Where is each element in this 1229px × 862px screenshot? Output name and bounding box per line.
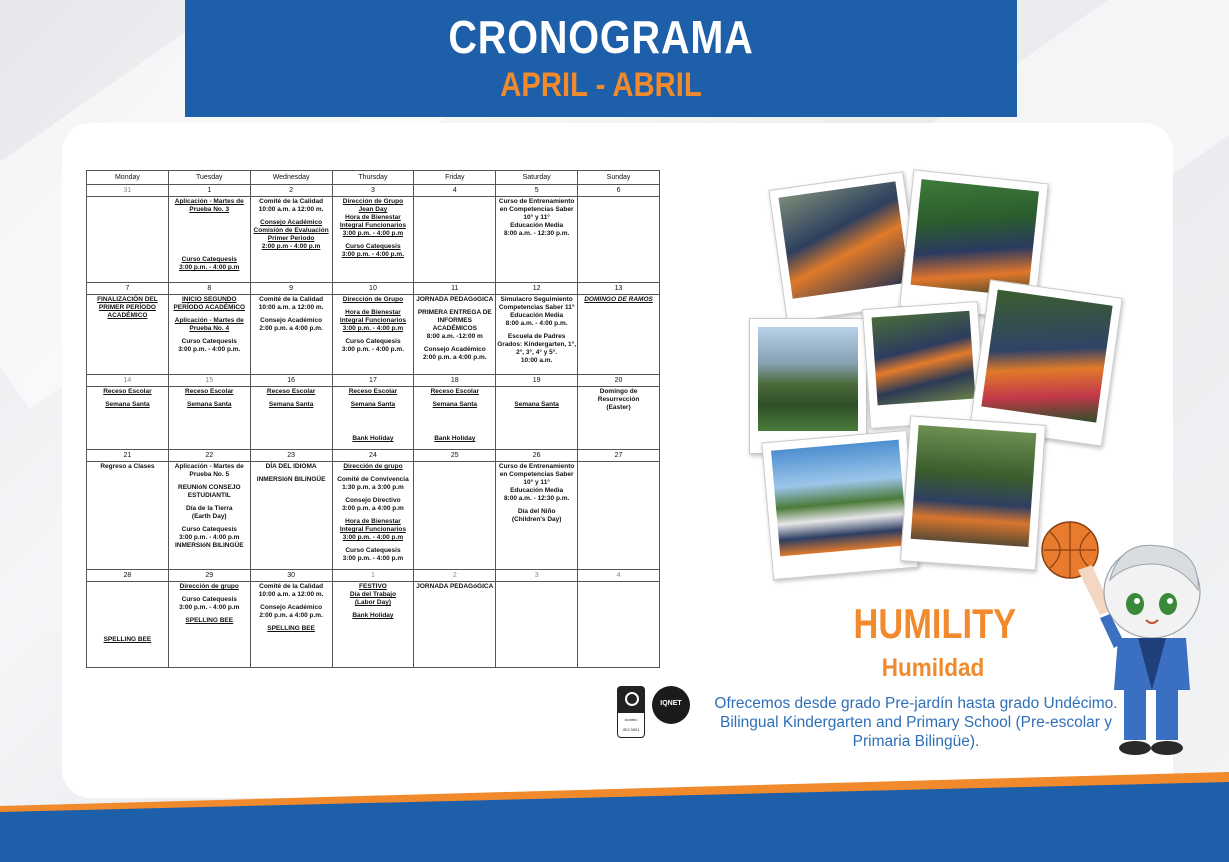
date-number: 2	[414, 570, 496, 582]
value-title: HUMILITY	[853, 600, 1017, 647]
day-header: Monday	[87, 171, 169, 185]
calendar-event: FESTIVO Día del Trabajo (Labor Day)	[349, 583, 397, 606]
calendar-event: Aplicación - Martes de Prueba No. 3	[174, 198, 244, 213]
date-number: 8	[168, 283, 250, 295]
day-cell	[87, 582, 169, 668]
calendar-event: Curso Catequesis 3:00 p.m. - 4:00 p.m.	[341, 338, 405, 353]
date-number: 17	[332, 375, 414, 387]
day-cell	[414, 582, 496, 668]
calendar-event: SPELLING BEE	[185, 617, 234, 624]
header-banner	[185, 0, 1017, 117]
day-header: Saturday	[496, 171, 578, 185]
day-cell	[87, 387, 169, 450]
day-cell	[578, 197, 660, 283]
date-number: 5	[496, 185, 578, 197]
calendar-event: Día de la Tierra (Earth Day)	[186, 505, 233, 520]
calendar-event: Receso Escolar	[430, 388, 479, 395]
calendar-event: Consejo Académico Comisión de Evaluación Primer Periodo 2:00 p.m - 4:00 p.m	[253, 219, 329, 250]
week-date-row	[87, 185, 660, 197]
week-date-row	[87, 450, 660, 462]
calendar-event: Curso de Entrenamiento en Competencias Saber 10° y 11° Educación Media 8:00 a.m. - 12:30 p.m.	[498, 198, 575, 237]
calendar-event: SPELLING BEE	[267, 625, 315, 632]
month-subtitle: APRIL - ABRIL	[500, 66, 702, 104]
calendar-event: Receso Escolar	[348, 388, 398, 395]
week-date-row	[87, 283, 660, 295]
date-number: 1	[168, 185, 250, 197]
calendar-event: Curso Catequesis 3:00 p.m. - 4:00 p.m	[342, 547, 404, 562]
week-events-row	[87, 387, 660, 450]
date-number: 7	[87, 283, 169, 295]
calendar-event: JORNADA PEDAGóGICA	[416, 583, 494, 590]
photo-garden-group	[749, 318, 867, 454]
day-cell	[578, 582, 660, 668]
calendar-event: Consejo Académico 2:00 p.m. a 4:00 p.m.	[259, 604, 323, 619]
calendar-event: Domingo de Resurrección (Easter)	[597, 388, 640, 411]
day-cell	[250, 582, 332, 668]
date-number: 4	[578, 570, 660, 582]
day-cell	[87, 462, 169, 570]
day-cell	[414, 462, 496, 570]
calendar-event: DOMINGO DE RAMOS	[584, 296, 653, 303]
day-cell	[250, 295, 332, 375]
day-cell	[87, 197, 169, 283]
day-cell	[414, 387, 496, 450]
date-number: 28	[87, 570, 169, 582]
day-cell	[168, 462, 250, 570]
week-events-row	[87, 462, 660, 570]
date-number: 25	[414, 450, 496, 462]
calendar-event: Comité de la Calidad 10:00 a.m. a 12:00 m.	[258, 583, 324, 598]
calendar-event: Simulacro Seguimiento Competencias Saber 11° Educación Media 8:00 a.m. - 4:00 p.m.	[498, 296, 575, 327]
date-number: 31	[87, 185, 169, 197]
calendar-event: DÍA DEL IDIOMA	[265, 463, 317, 470]
date-number: 9	[250, 283, 332, 295]
calendar-event: Comité de Convivencia 1:30 p.m. a 3:00 p.m	[337, 476, 409, 491]
day-cell	[496, 387, 578, 450]
day-cell	[168, 197, 250, 283]
calendar-event: Semana Santa	[187, 401, 232, 408]
date-number: 18	[414, 375, 496, 387]
day-cell	[496, 462, 578, 570]
week-events-row	[87, 582, 660, 668]
calendar-event: Semana Santa	[350, 401, 396, 408]
calendar-event: Día del Niño (Children's Day)	[511, 508, 562, 523]
calendar-event: JORNADA PEDAGóGICA	[416, 296, 494, 303]
calendar-event: Consejo Académico 2:00 p.m. a 4:00 p.m.	[423, 346, 487, 361]
date-number: 29	[168, 570, 250, 582]
date-number: 1	[332, 570, 414, 582]
day-cell	[578, 387, 660, 450]
week-events-row	[87, 197, 660, 283]
calendar-event: INMERSIóN BILINGÜE	[256, 476, 326, 483]
calendar-event: Comité de la Calidad 10:00 a.m. a 12:00 m.	[258, 296, 324, 311]
date-number: 27	[578, 450, 660, 462]
calendar-header-row	[87, 171, 660, 185]
date-number: 6	[578, 185, 660, 197]
date-number: 19	[496, 375, 578, 387]
day-cell	[496, 582, 578, 668]
date-number: 12	[496, 283, 578, 295]
offer-text: Ofrecemos desde grado Pre-jardín hasta grado Undécimo. Bilingual Kindergarten and Primary School (Pre-escolar y Primaria Bilingüe).	[714, 695, 1118, 750]
date-number: 26	[496, 450, 578, 462]
day-cell	[496, 197, 578, 283]
calendar-event: Receso Escolar	[266, 388, 316, 395]
icontec-logo: icontec ISO 9001	[617, 686, 645, 738]
date-number: 2	[250, 185, 332, 197]
calendar-event: Bank Holiday	[352, 612, 394, 619]
calendar-event: Escuela de Padres Grados: Kindergarten, 1°, 2°, 3°, 4° y 5°. 10:00 a.m.	[497, 333, 577, 364]
calendar-event: Aplicación - Martes de Prueba No. 5	[174, 463, 244, 478]
calendar-event: SPELLING BEE	[103, 636, 152, 643]
calendar-event: PRIMERA ENTREGA DE INFORMES ACADÉMICOS 8:00 a.m. -12:00 m	[417, 309, 492, 340]
calendar-event: Curso Catequesis 3:00 p.m. - 4:00 p.m INMERSIóN BILINGÜE	[174, 526, 244, 549]
week-date-row	[87, 375, 660, 387]
day-cell	[414, 295, 496, 375]
value-subtitle: Humildad	[881, 654, 985, 682]
calendar-event: Curso de Entrenamiento en Competencias Saber 10° y 11° Educación Media 8:00 a.m. - 12:30 p.m.	[498, 463, 575, 502]
day-cell	[332, 387, 414, 450]
calendar-table	[86, 170, 660, 668]
calendar-event: Semana Santa	[514, 401, 559, 408]
week-events-row	[87, 295, 660, 375]
calendar-event: Curso Catequesis 3:00 p.m. - 4:00 p.m.	[341, 243, 405, 258]
date-number: 3	[496, 570, 578, 582]
calendar-event	[88, 583, 167, 631]
calendar-event: Curso Catequesis 3:00 p.m. - 4:00 p.m.	[178, 338, 241, 353]
calendar-event: Consejo Directivo 3:00 p.m. a 4:00 p.m	[342, 497, 404, 512]
day-cell	[332, 197, 414, 283]
date-number: 24	[332, 450, 414, 462]
calendar-event: Receso Escolar	[185, 388, 234, 395]
date-number: 13	[578, 283, 660, 295]
day-cell	[496, 295, 578, 375]
calendar-event: Bank Holiday	[352, 435, 394, 442]
date-number: 20	[578, 375, 660, 387]
day-cell	[168, 295, 250, 375]
calendar-event: REUNIóN CONSEJO ESTUDIANTIL	[178, 484, 241, 499]
day-cell	[578, 295, 660, 375]
day-cell	[332, 295, 414, 375]
date-number: 3	[332, 185, 414, 197]
calendar-event: Dirección de Grupo	[342, 296, 404, 303]
day-cell	[168, 387, 250, 450]
calendar-event: Receso Escolar	[103, 388, 152, 395]
calendar-event: Hora de Bienestar Integral Funcionarios 3:00 p.m. - 4:00 p.m	[339, 518, 406, 541]
photo-palms-group	[761, 430, 918, 580]
day-header: Sunday	[578, 171, 660, 185]
calendar-event: INICIO SEGUNDO PERÍODO ACADÉMICO	[173, 296, 246, 311]
day-header: Friday	[414, 171, 496, 185]
day-cell	[414, 197, 496, 283]
calendar-event: Hora de Bienestar Integral Funcionarios 3:00 p.m. - 4:00 p.m	[339, 309, 406, 332]
date-number: 10	[332, 283, 414, 295]
calendar-event	[170, 219, 249, 251]
date-number: 11	[414, 283, 496, 295]
day-cell	[87, 295, 169, 375]
photo-students-1	[768, 171, 921, 323]
calendar-event: Dirección de Grupo Jean Day Hora de Bienestar Integral Funcionarios 3:00 p.m. - 4:00 p.m	[339, 198, 406, 237]
week-date-row	[87, 570, 660, 582]
day-cell	[168, 582, 250, 668]
day-cell	[250, 462, 332, 570]
date-number: 16	[250, 375, 332, 387]
date-number: 30	[250, 570, 332, 582]
day-header: Thursday	[332, 171, 414, 185]
calendar-event: Aplicación - Martes de Prueba No. 4	[174, 317, 244, 332]
day-cell	[332, 582, 414, 668]
photo-outdoor-group	[900, 415, 1046, 570]
day-cell	[250, 387, 332, 450]
date-number: 21	[87, 450, 169, 462]
calendar-event: Regreso a Clases	[100, 463, 155, 470]
date-number: 15	[168, 375, 250, 387]
calendar-event: Dirección de grupo	[179, 583, 239, 590]
calendar-event: Semana Santa	[432, 401, 478, 408]
mascot-illustration	[1040, 520, 1220, 765]
iqnet-logo: IQNET	[652, 686, 690, 724]
day-cell	[332, 462, 414, 570]
date-number: 22	[168, 450, 250, 462]
date-number: 23	[250, 450, 332, 462]
calendar-event: Dirección de grupo	[343, 463, 403, 470]
calendar-event: Curso Catequesis 3:00 p.m. - 4:00 p.m	[179, 256, 240, 271]
calendar-event: Semana Santa	[268, 401, 314, 408]
calendar-event: Curso Catequesis 3:00 p.m. - 4:00 p.m	[179, 596, 240, 611]
date-number: 14	[87, 375, 169, 387]
day-cell	[578, 462, 660, 570]
day-header: Tuesday	[168, 171, 250, 185]
calendar-event: Semana Santa	[105, 401, 150, 408]
calendar-event: FINALIZACIÓN DEL PRIMER PERÍODO ACADÉMICO	[97, 296, 158, 319]
calendar-event	[415, 414, 494, 430]
page-title: CRONOGRAMA	[448, 11, 754, 63]
calendar-event	[497, 388, 576, 396]
calendar-event: Bank Holiday	[434, 435, 476, 442]
photo-students-3	[862, 301, 986, 429]
date-number: 4	[414, 185, 496, 197]
day-header: Wednesday	[250, 171, 332, 185]
calendar-event: Comité de la Calidad 10:00 a.m. a 12:00 m.	[258, 198, 324, 213]
calendar-event: Consejo Académico 2:00 p.m. a 4:00 p.m.	[259, 317, 323, 332]
day-cell	[250, 197, 332, 283]
calendar-event	[334, 414, 413, 430]
